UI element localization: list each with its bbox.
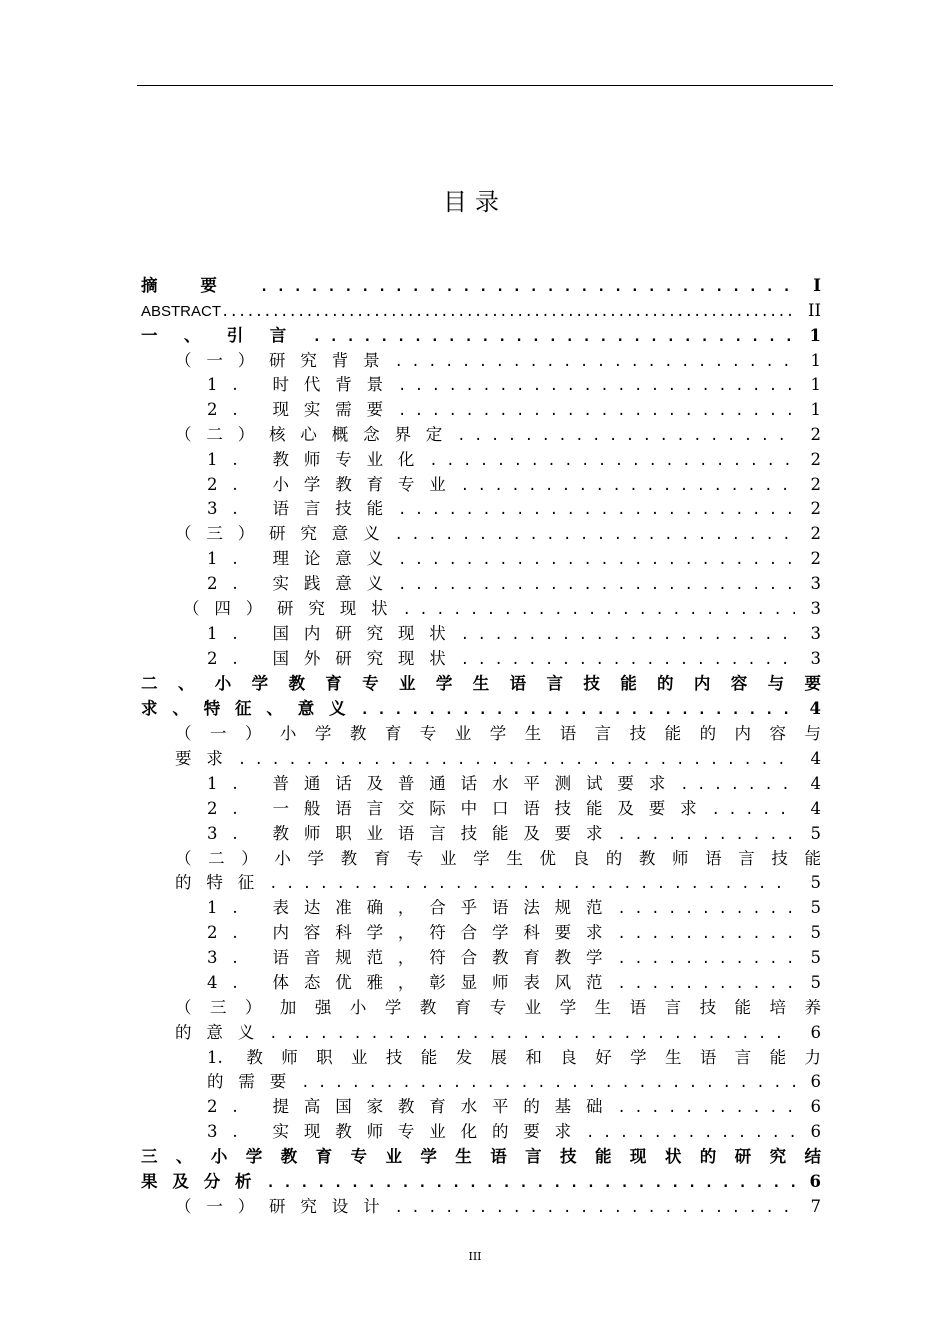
toc-leader	[617, 922, 795, 946]
toc-entry-ch2-1-2[interactable]	[207, 797, 821, 821]
toc-entry-label: 1. 教师职业技能发展和良好学生语言能力	[207, 1048, 821, 1067]
toc-page-number: 2	[810, 524, 821, 543]
toc-leader	[266, 1171, 795, 1195]
toc-page-number: 2	[810, 450, 821, 469]
toc-entry-ch1-3[interactable]	[175, 522, 821, 546]
toc-leader	[617, 823, 795, 847]
toc-entry-ch1-3-1[interactable]	[207, 547, 821, 571]
toc-leader	[394, 523, 795, 547]
toc-page-number: 1	[810, 351, 821, 370]
toc-entry-label: 果及分析	[141, 1172, 267, 1191]
toc-page-number: 5	[810, 873, 821, 892]
toc-entry-label: 1. 教师专业化	[207, 450, 430, 469]
toc-entry-ch1-2-2[interactable]	[207, 473, 821, 497]
toc-entry-label: 二、小学教育专业学生语言技能的内容与要	[141, 674, 821, 693]
toc-entry-ch1-2-1[interactable]	[207, 448, 821, 472]
toc-entry-label: 的需要	[207, 1072, 302, 1091]
toc-page-number: 2	[810, 475, 821, 494]
toc-entry-label: 三、小学教育专业学生语言技能现状的研究结	[141, 1147, 821, 1166]
toc-leader	[269, 1022, 795, 1046]
toc-page-number: II	[807, 301, 821, 320]
toc-entry-ch1-4-2[interactable]	[207, 647, 821, 671]
toc-entry-ch1-2-3[interactable]	[207, 497, 821, 521]
toc-entry-ch2-3-1-line2[interactable]	[207, 1070, 821, 1094]
toc-leader	[313, 325, 795, 349]
toc-page-number: 2	[810, 499, 821, 518]
toc-page-number: 5	[810, 824, 821, 843]
toc-entry-ch2-2-3[interactable]	[207, 946, 821, 970]
toc-entry-ch2-1-line1[interactable]	[175, 722, 821, 746]
toc-entry-label: （一）研究背景	[175, 351, 395, 370]
toc-entry-ch1-3-2[interactable]	[207, 572, 821, 596]
toc-leader	[711, 798, 795, 822]
page-title: 目录	[443, 188, 507, 216]
toc-leader	[238, 748, 795, 772]
toc-leader	[680, 773, 795, 797]
toc-entry-label: ABSTRACT	[141, 303, 222, 320]
toc-leader	[260, 275, 795, 299]
toc-entry-ch2-2-line1[interactable]	[175, 847, 821, 871]
toc-page-number: 6	[810, 1122, 821, 1141]
toc-page-number: 4	[809, 699, 821, 718]
toc-leader	[394, 1196, 795, 1220]
toc-page-number: 1	[809, 326, 821, 345]
toc-page-number: 6	[809, 1172, 821, 1191]
toc-page-number: 7	[810, 1197, 821, 1216]
toc-entry-label: 3. 语言技能	[207, 499, 398, 518]
toc-page-number: 5	[810, 948, 821, 967]
toc-page-number: 4	[810, 749, 821, 768]
toc-leader	[398, 573, 795, 597]
toc-page-number: 6	[810, 1097, 821, 1116]
toc-entry-label: （一）小学教育专业学生语言技能的内容与	[175, 724, 821, 743]
toc-entry-ch1-4[interactable]	[183, 597, 821, 621]
toc-entry-label: 1. 时代背景	[207, 375, 398, 394]
toc-entry-ch2-line1[interactable]	[141, 672, 821, 696]
toc-leader	[360, 698, 795, 722]
toc-entry-ch3-line1[interactable]	[141, 1145, 821, 1169]
toc-entry-ch2-3-1-line1[interactable]	[207, 1046, 821, 1070]
toc-entry-ch2-1-1[interactable]	[207, 772, 821, 796]
toc-entry-ch1-2[interactable]	[175, 423, 821, 447]
toc-leader	[398, 399, 795, 423]
toc-entry-label: 要求	[175, 749, 238, 768]
toc-entry-ch2-3-line1[interactable]	[175, 996, 821, 1020]
toc-leader	[457, 424, 795, 448]
toc-leader	[269, 872, 795, 896]
toc-leader	[617, 897, 795, 921]
toc-entry-abstract[interactable]	[141, 299, 821, 323]
toc-leader	[617, 972, 795, 996]
toc-entry-ch2-1-3[interactable]	[207, 822, 821, 846]
toc-page-number: 3	[810, 599, 821, 618]
toc-page-number: 1	[810, 375, 821, 394]
toc-entry-label: 2. 一般语言交际中口语技能及要求	[207, 799, 712, 818]
toc-page-number: 5	[810, 973, 821, 992]
toc-entry-label: 1. 国内研究现状	[207, 624, 461, 643]
toc-entry-label: 4. 体态优雅，彰显师表风范	[207, 973, 618, 992]
toc-leader	[617, 947, 795, 971]
toc-entry-ch2-2-2[interactable]	[207, 921, 821, 945]
toc-page-number: 6	[810, 1072, 821, 1091]
toc-entry-label: （一）研究设计	[175, 1197, 395, 1216]
toc-entry-zhaiyao[interactable]	[141, 274, 821, 298]
toc-leader	[398, 498, 795, 522]
toc-entry-ch2-2-4[interactable]	[207, 971, 821, 995]
toc-entry-ch2-line2[interactable]	[141, 697, 821, 721]
toc-entry-label: 2. 现实需要	[207, 400, 398, 419]
toc-entry-label: 1. 普通话及普通话水平测试要求	[207, 774, 681, 793]
toc-page-number: 5	[810, 898, 821, 917]
toc-entry-label: 1. 表达准确，合乎语法规范	[207, 898, 618, 917]
toc-entry-ch1[interactable]	[141, 324, 821, 348]
toc-entry-label: 一、引言	[141, 326, 313, 345]
toc-entry-label: （三）加强小学教育专业学生语言技能培养	[175, 998, 821, 1017]
toc-entry-ch1-4-1[interactable]	[207, 622, 821, 646]
toc-entry-label: 2. 提高国家教育水平的基础	[207, 1097, 618, 1116]
toc-page-number: 1	[810, 400, 821, 419]
toc-entry-ch2-1-line2[interactable]	[175, 747, 821, 771]
toc-entry-ch1-1[interactable]	[175, 349, 821, 373]
toc-entry-ch2-3-3[interactable]	[207, 1120, 821, 1144]
toc-entry-label: 的特征	[175, 873, 270, 892]
toc-entry-label: 2. 国外研究现状	[207, 649, 461, 668]
toc-entry-ch1-1-1[interactable]	[207, 373, 821, 397]
toc-entry-label: 2. 内容科学，符合学科要求	[207, 923, 618, 942]
toc-leader	[301, 1071, 795, 1095]
toc-page-number: 5	[810, 923, 821, 942]
toc-page-number: 4	[810, 774, 821, 793]
toc-page-number: 3	[810, 574, 821, 593]
toc-entry-label: 3. 语音规范，符合教育教学	[207, 948, 618, 967]
toc-entry-label: 摘要	[141, 276, 260, 295]
toc-entry-label: 1. 理论意义	[207, 549, 398, 568]
toc-leader	[398, 548, 795, 572]
toc-leader	[617, 1096, 795, 1120]
toc-leader	[429, 449, 795, 473]
toc-leader	[461, 648, 795, 672]
toc-leader	[398, 374, 795, 398]
toc-leader	[402, 598, 795, 622]
toc-entry-label: （二）小学教育专业学生优良的教师语言技能	[175, 849, 821, 868]
toc-entry-label: 的意义	[175, 1023, 270, 1042]
toc-entry-label: 3. 实现教师专业化的要求	[207, 1122, 587, 1141]
toc-entry-ch2-3-line2[interactable]	[175, 1021, 821, 1045]
toc-leader	[586, 1121, 795, 1145]
toc-entry-ch2-2-line2[interactable]	[175, 871, 821, 895]
toc-page-number: 2	[810, 425, 821, 444]
toc-page-number: 6	[810, 1023, 821, 1042]
toc-leader	[394, 350, 795, 374]
toc-page-number: 3	[810, 624, 821, 643]
toc-entry-ch3-line2[interactable]	[141, 1170, 821, 1194]
toc-leader	[221, 300, 795, 324]
toc-entry-label: （三）研究意义	[175, 524, 395, 543]
toc-entry-label: （四）研究现状	[183, 599, 403, 618]
toc-entry-label: 2. 实践意义	[207, 574, 398, 593]
toc-leader	[461, 474, 795, 498]
toc-page-number: 3	[810, 649, 821, 668]
toc-page-number: I	[813, 276, 821, 295]
toc-page-number: 4	[810, 799, 821, 818]
toc-entry-label: （二）核心概念界定	[175, 425, 458, 444]
toc-entry-ch2-2-1[interactable]	[207, 896, 821, 920]
toc-entry-label: 3. 教师职业语言技能及要求	[207, 824, 618, 843]
toc-entry-ch2-3-2[interactable]	[207, 1095, 821, 1119]
toc-leader	[461, 623, 795, 647]
toc-entry-ch3-1[interactable]	[175, 1195, 821, 1219]
toc-entry-label: 2. 小学教育专业	[207, 475, 461, 494]
toc-page-number: 2	[810, 549, 821, 568]
footer-page-number: III	[468, 1250, 482, 1263]
toc-entry-label: 求、特征、意义	[141, 699, 361, 718]
toc-entry-ch1-1-2[interactable]	[207, 398, 821, 422]
